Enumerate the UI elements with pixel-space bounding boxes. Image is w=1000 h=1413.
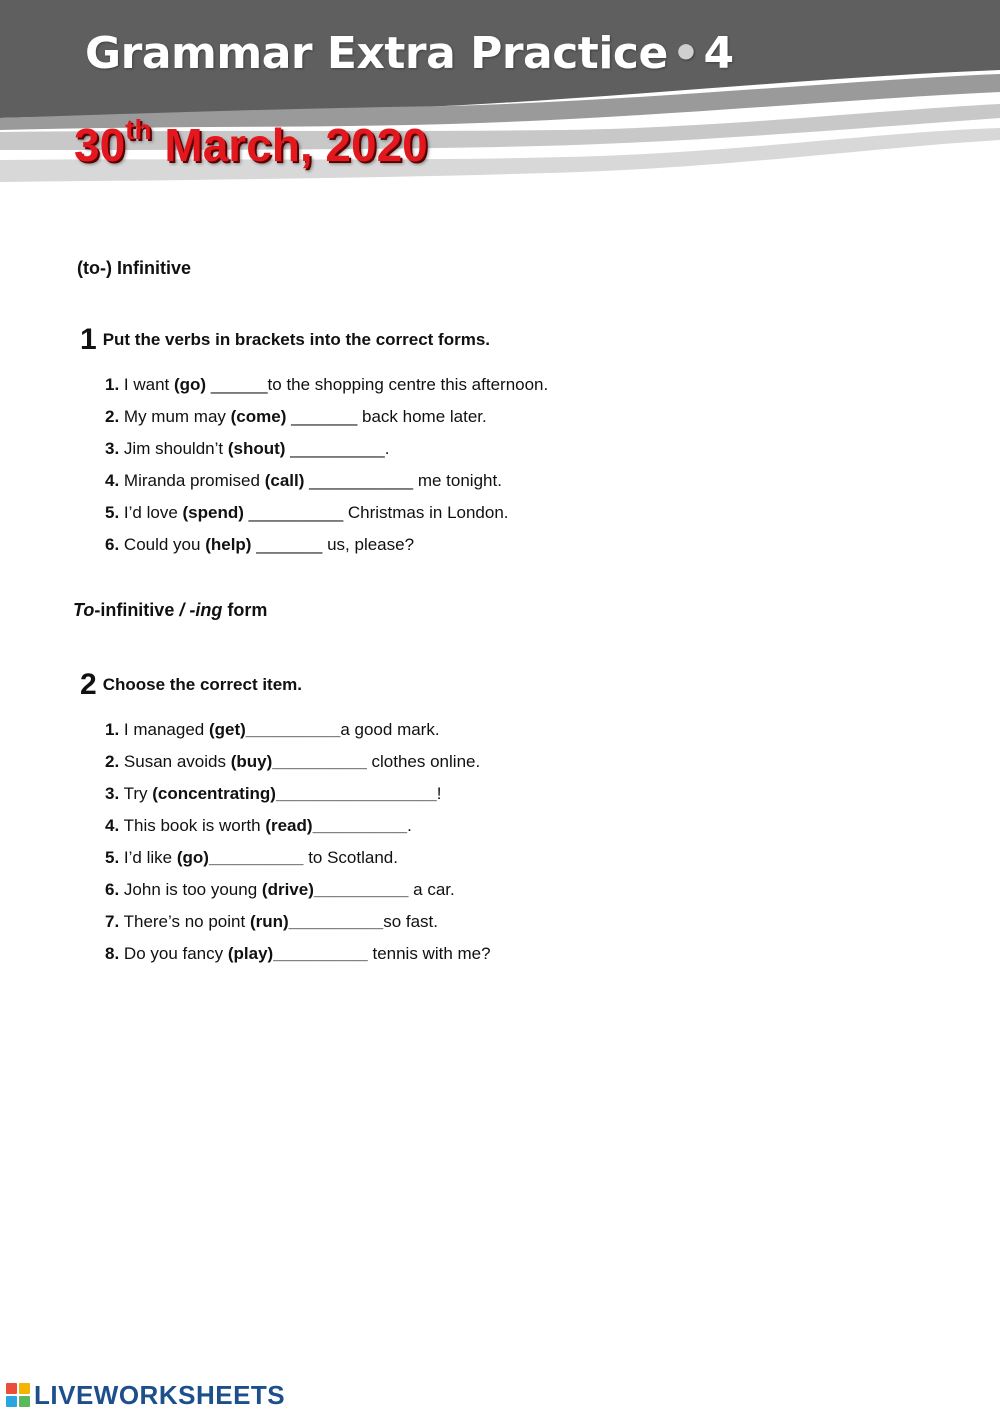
item-number: 1. — [105, 720, 120, 739]
item-verb: (read) — [265, 816, 313, 835]
answer-blank[interactable]: __________ — [312, 816, 408, 835]
item-verb: (play) — [227, 944, 274, 963]
item-number: 2. — [105, 752, 120, 771]
list-item — [105, 906, 491, 938]
item-verb: (concentrating) — [152, 784, 276, 803]
item-text: My mum may — [119, 407, 231, 426]
item-verb: (come) — [230, 407, 287, 426]
item-verb: (shout) — [227, 439, 286, 458]
section2-heading-end: form — [222, 600, 268, 620]
exercise2-number: 2 — [80, 668, 97, 701]
item-number: 1. — [105, 375, 120, 394]
item-number: 2. — [105, 407, 120, 426]
item-verb: (help) — [205, 535, 252, 554]
item-text: Try — [119, 784, 153, 803]
section2-heading-mid: -infinitive — [94, 600, 180, 620]
header-banner — [0, 0, 1000, 200]
item-rest: so fast. — [383, 912, 439, 931]
title-text: Grammar Extra Practice — [85, 28, 668, 79]
item-rest[interactable]: _______ back home later. — [286, 407, 487, 426]
answer-blank[interactable]: __________ — [272, 752, 367, 771]
item-text: I want — [119, 375, 174, 394]
date-day: 30 — [74, 119, 126, 171]
item-rest: . — [407, 816, 412, 835]
item-text: There’s no point — [119, 912, 250, 931]
item-number: 7. — [105, 912, 120, 931]
answer-blank[interactable]: __________ — [313, 880, 409, 899]
item-text: Susan avoids — [119, 752, 231, 771]
item-rest: ! — [436, 784, 442, 803]
exercise1-instruction: Put the verbs in brackets into the correct forms. — [102, 330, 491, 349]
item-rest: a car. — [408, 880, 455, 899]
logo-block — [19, 1396, 30, 1407]
logo-icon — [6, 1383, 30, 1407]
date-suffix: th — [125, 113, 152, 145]
exercise2-list — [105, 714, 491, 970]
answer-blank[interactable]: _________________ — [275, 784, 437, 803]
page-date — [74, 113, 428, 172]
item-number: 5. — [105, 848, 120, 867]
item-rest: clothes online. — [366, 752, 481, 771]
item-rest[interactable]: _______ us, please? — [251, 535, 415, 554]
list-item — [105, 714, 491, 746]
list-item — [105, 746, 491, 778]
exercise2-header — [80, 668, 302, 702]
title-separator: • — [671, 28, 700, 79]
exercise1-header — [80, 323, 490, 357]
logo-block — [6, 1396, 17, 1407]
item-text: I’d love — [119, 503, 183, 522]
list-item — [105, 810, 491, 842]
logo-block — [6, 1383, 17, 1394]
list-item — [105, 938, 491, 970]
item-number: 4. — [105, 471, 120, 490]
item-text: Do you fancy — [119, 944, 228, 963]
item-verb: (spend) — [182, 503, 244, 522]
list-item — [105, 401, 548, 433]
item-text: Miranda promised — [119, 471, 265, 490]
item-rest: tennis with me? — [367, 944, 491, 963]
answer-blank[interactable]: __________ — [208, 848, 304, 867]
item-verb: (run) — [249, 912, 289, 931]
list-item — [105, 497, 548, 529]
item-rest[interactable]: __________ Christmas in London. — [243, 503, 509, 522]
item-rest[interactable]: __________. — [285, 439, 390, 458]
answer-blank[interactable]: __________ — [273, 944, 368, 963]
item-text: I managed — [119, 720, 209, 739]
section2-heading-to: To — [73, 600, 95, 620]
list-item — [105, 433, 548, 465]
item-verb: (go) — [174, 375, 207, 394]
item-rest[interactable]: ___________ me tonight. — [304, 471, 502, 490]
item-rest: a good mark. — [340, 720, 440, 739]
footer-brand: LIVEWORKSHEETS — [34, 1379, 286, 1410]
item-number: 4. — [105, 816, 120, 835]
section2-heading — [73, 600, 267, 621]
logo-block — [19, 1383, 30, 1394]
answer-blank[interactable]: __________ — [288, 912, 384, 931]
item-verb: (get) — [208, 720, 246, 739]
item-text: Jim shouldn’t — [119, 439, 228, 458]
item-verb: (call) — [264, 471, 305, 490]
exercise1-number: 1 — [80, 323, 97, 356]
item-text: This book is worth — [119, 816, 266, 835]
item-number: 6. — [105, 535, 120, 554]
item-number: 8. — [105, 944, 120, 963]
item-text: John is too young — [119, 880, 262, 899]
item-number: 3. — [105, 784, 120, 803]
item-rest: to Scotland. — [303, 848, 398, 867]
list-item — [105, 529, 548, 561]
item-number: 5. — [105, 503, 120, 522]
unit-number: 4 — [703, 28, 734, 79]
item-number: 3. — [105, 439, 120, 458]
page-title — [85, 28, 734, 79]
item-verb: (drive) — [261, 880, 314, 899]
list-item — [105, 842, 491, 874]
list-item — [105, 465, 548, 497]
item-rest[interactable]: ______to the shopping centre this afternoon. — [206, 375, 549, 394]
exercise1-list — [105, 369, 548, 561]
footer-logo[interactable] — [6, 1379, 286, 1410]
section1-heading: (to-) Infinitive — [77, 258, 191, 278]
item-number: 6. — [105, 880, 120, 899]
date-rest: March, 2020 — [151, 119, 428, 171]
list-item — [105, 369, 548, 401]
exercise2-instruction: Choose the correct item. — [102, 675, 303, 694]
item-text: Could you — [119, 535, 206, 554]
section2-heading-ing: / -ing — [179, 600, 223, 620]
list-item — [105, 778, 491, 810]
item-verb: (go) — [176, 848, 209, 867]
item-text: I’d like — [119, 848, 177, 867]
answer-blank[interactable]: __________ — [245, 720, 341, 739]
item-verb: (buy) — [230, 752, 273, 771]
list-item — [105, 874, 491, 906]
